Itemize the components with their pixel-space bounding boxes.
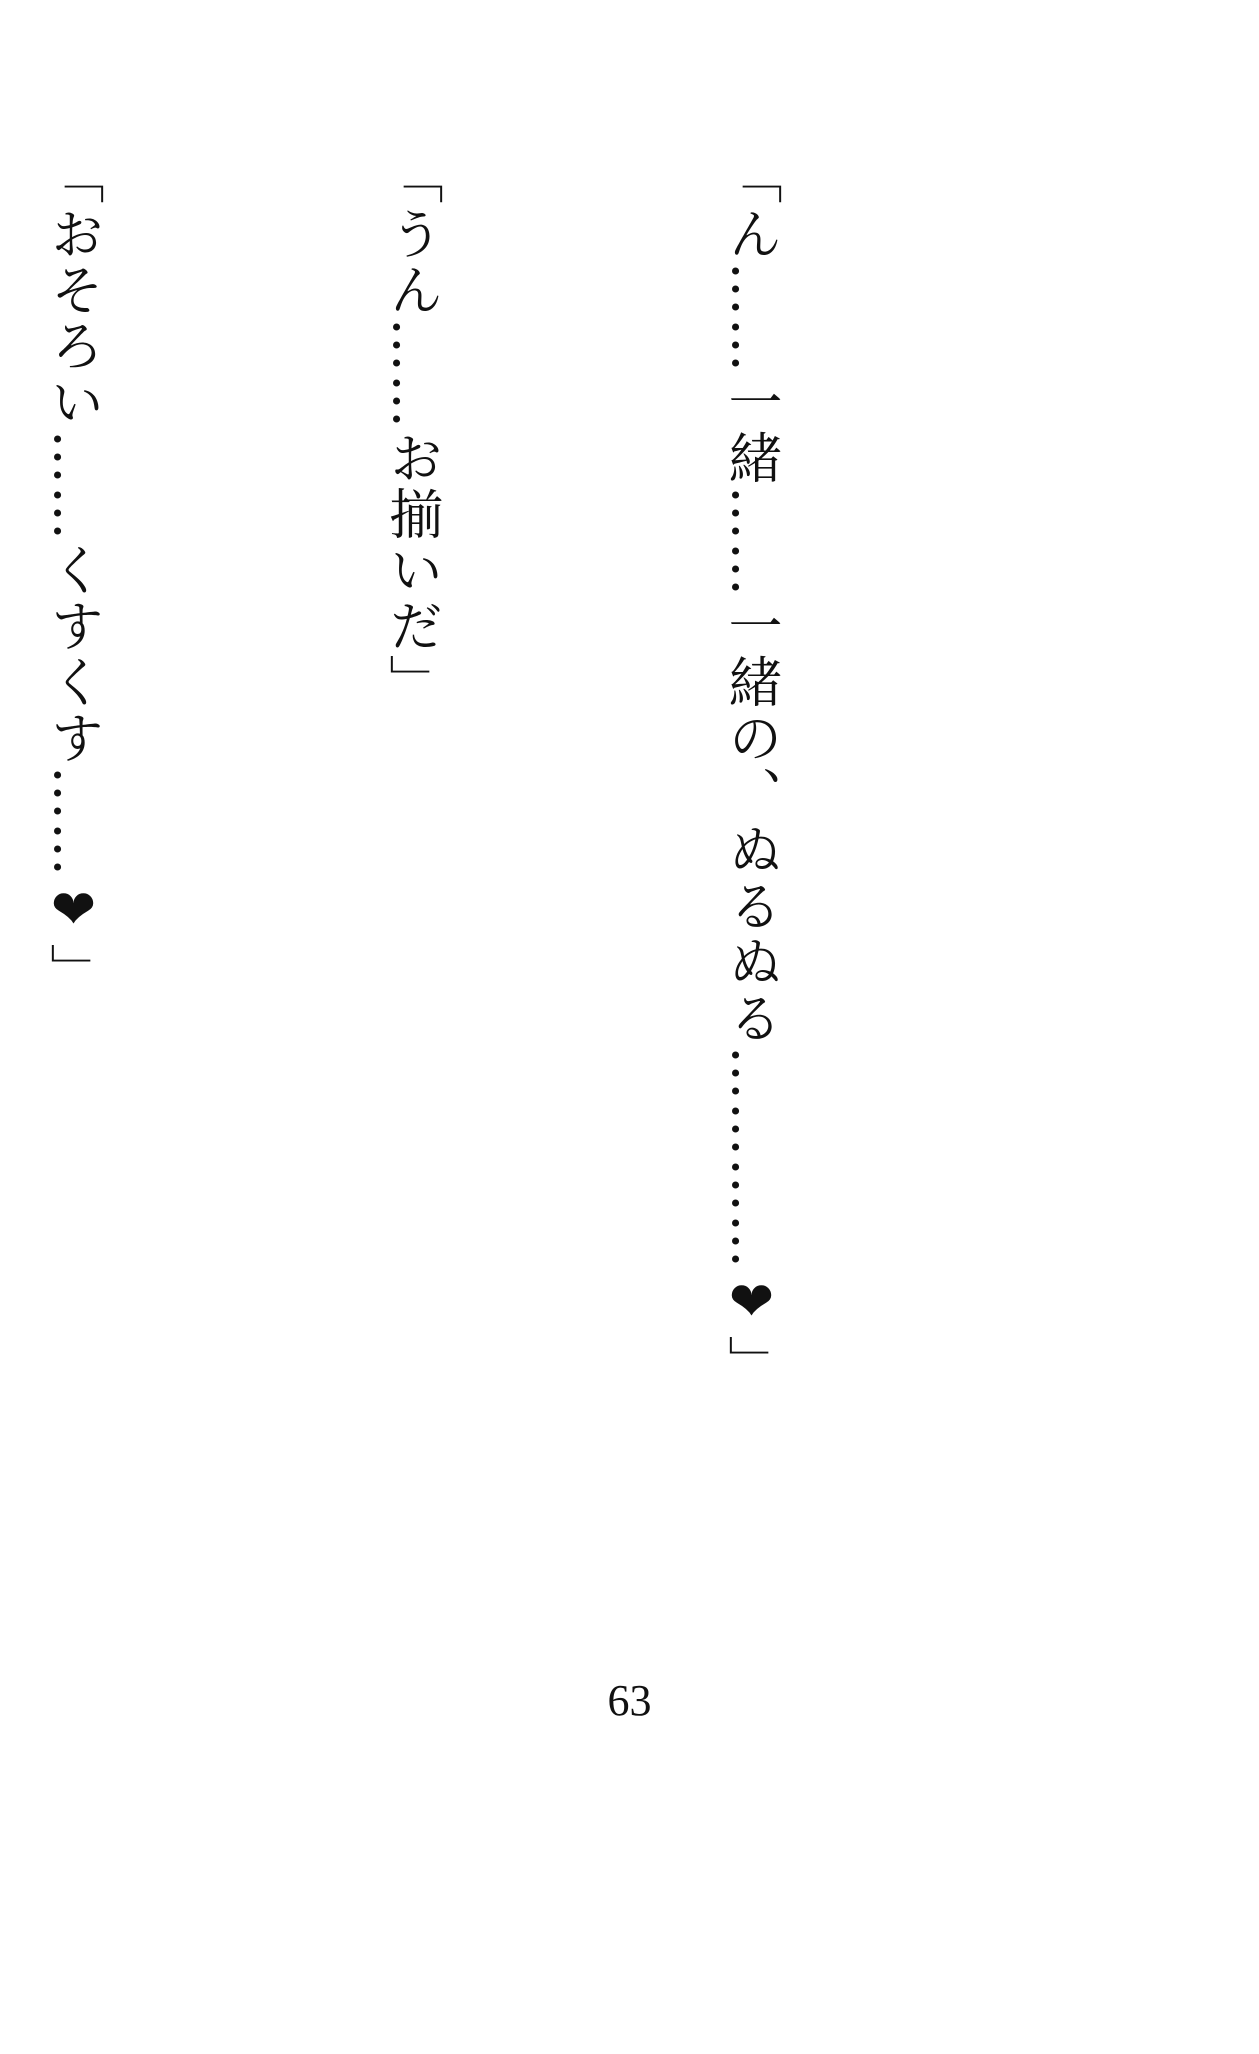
dialogue-line: 「おそろい……くすくす……❤」 [42,150,105,999]
vertical-text-body [0,150,1034,1570]
page-number: 63 [607,1676,652,1725]
dialogue-line: 「ん……一緒……一緒の、ぬるぬる…………❤」 [720,150,783,1391]
dialogue-line: 「うん……お揃いだ」 [381,150,444,710]
